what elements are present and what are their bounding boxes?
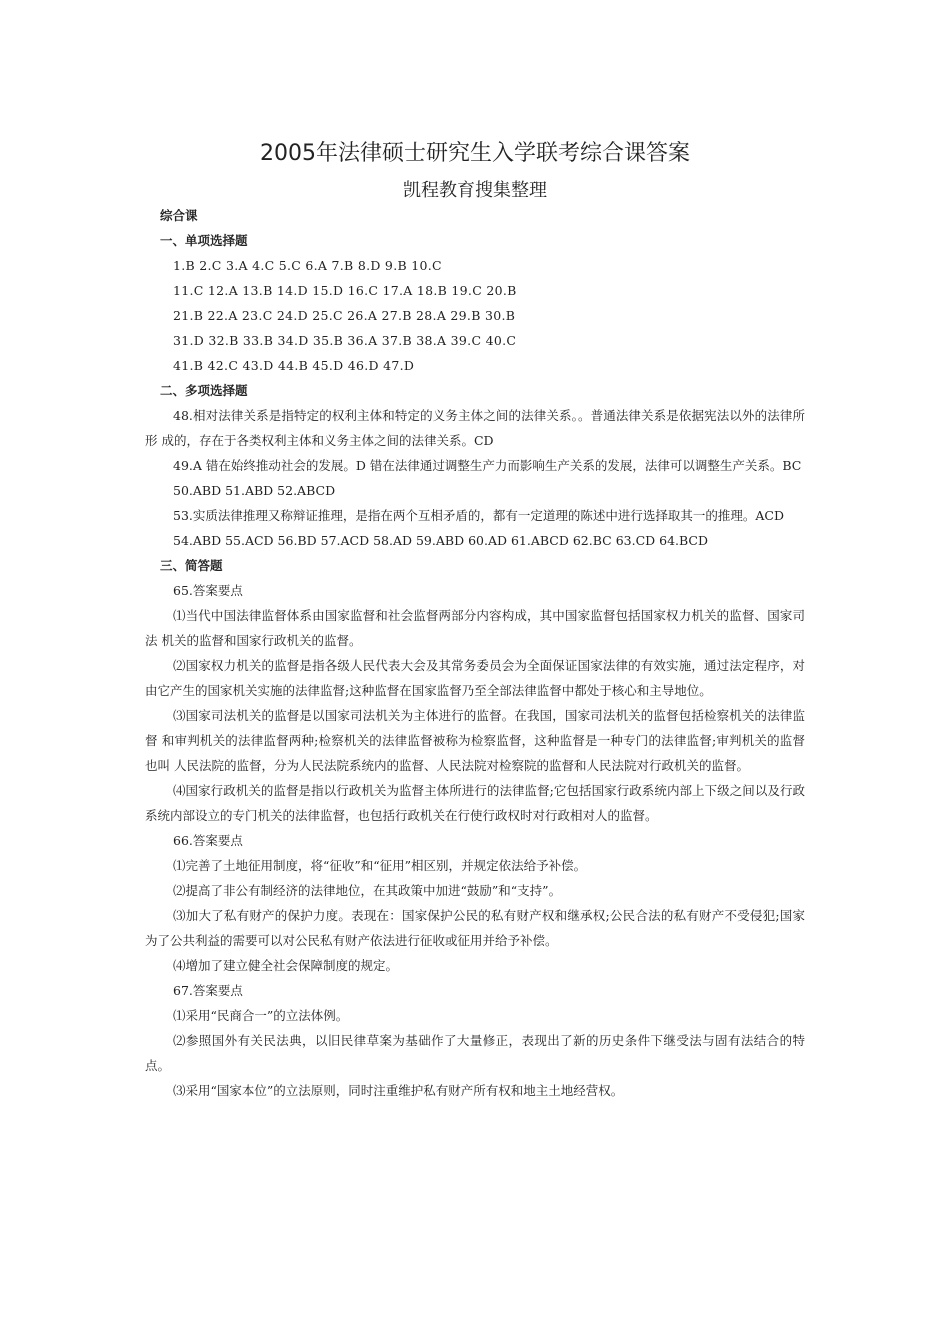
section-heading: 一、单项选择题 [160, 233, 248, 248]
paragraph: ⑷国家行政机关的监督是指以行政机关为监督主体所进行的法律监督;它包括国家行政系统内部上下级之间以及行政 系统内部设立的专门机关的法律监督，也包括行政机关在行使行政权时对行政相对人的监督。 [145, 783, 805, 823]
paragraph: 53.实质法律推理又称辩证推理，是指在两个互相矛盾的，都有一定道理的陈述中进行选择取其一的推理。ACD [173, 508, 784, 523]
question-label: 67.答案要点 [173, 983, 243, 998]
answer-row: 21.B 22.A 23.C 24.D 25.C 26.A 27.B 28.A 29.B 30.B [173, 308, 516, 323]
paragraph: ⑶采用“国家本位”的立法原则，同时注重维护私有财产所有权和地主土地经营权。 [173, 1083, 624, 1098]
section-heading: 二、多项选择题 [160, 383, 248, 398]
paragraph: 50.ABD 51.ABD 52.ABCD [173, 483, 336, 498]
answer-row: 41.B 42.C 43.D 44.B 45.D 46.D 47.D [173, 358, 415, 373]
paragraph: 49.A 错在始终推动社会的发展。D 错在法律通过调整生产力而影响生产关系的发展，法律可以调整生产关系。BC [173, 458, 802, 473]
paragraph: ⑴采用“民商合一”的立法体例。 [173, 1008, 349, 1023]
paragraph: ⑶国家司法机关的监督是以国家司法机关为主体进行的监督。在我国，国家司法机关的监督包括检察机关的法律监督 和审判机关的法律监督两种;检察机关的法律监督被称为检察监督，这种监督是一种专门的法律监督;审判机关的监督也叫 人民法院的监督，分为人民法院系统内的监督、人民法院对检察院的监督和人民法院对行政机关的监督。 [145, 708, 805, 773]
answer-row: 1.B 2.C 3.A 4.C 5.C 6.A 7.B 8.D 9.B 10.C [173, 258, 442, 273]
document-subtitle: 凯程教育搜集整理 [403, 180, 547, 201]
paragraph: ⑷增加了建立健全社会保障制度的规定。 [173, 958, 399, 973]
document-body [145, 203, 805, 1103]
paragraph: ⑵提高了非公有制经济的法律地位，在其政策中加进“鼓励”和“支持”。 [173, 883, 562, 898]
paragraph: 54.ABD 55.ACD 56.BD 57.ACD 58.AD 59.ABD 60.AD 61.ABCD 62.BC 63.CD 64.BCD [173, 533, 709, 548]
section-heading: 三、简答题 [160, 558, 223, 573]
paragraph: ⑵参照国外有关民法典，以旧民律草案为基础作了大量修正，表现出了新的历史条件下继受法与固有法结合的特点。 [145, 1033, 805, 1073]
question-label: 66.答案要点 [173, 833, 243, 848]
question-label: 65.答案要点 [173, 583, 243, 598]
paragraph: 48.相对法律关系是指特定的权利主体和特定的义务主体之间的法律关系。。普通法律关系是依据宪法以外的法律所形 成的，存在于各类权利主体和义务主体之间的法律关系。CD [145, 408, 805, 448]
course-heading: 综合课 [160, 208, 198, 223]
answer-row: 31.D 32.B 33.B 34.D 35.B 36.A 37.B 38.A 39.C 40.C [173, 333, 517, 348]
paragraph: ⑴完善了土地征用制度，将“征收”和“征用”相区别，并规定依法给予补偿。 [173, 858, 587, 873]
paragraph: ⑴当代中国法律监督体系由国家监督和社会监督两部分内容构成，其中国家监督包括国家权力机关的监督、国家司法 机关的监督和国家行政机关的监督。 [145, 608, 805, 648]
answer-row: 11.C 12.A 13.B 14.D 15.D 16.C 17.A 18.B 19.C 20.B [173, 283, 517, 298]
paragraph: ⑵国家权力机关的监督是指各级人民代表大会及其常务委员会为全面保证国家法律的有效实施，通过法定程序，对由它产生的国家机关实施的法律监督;这种监督在国家监督乃至全部法律监督中都处于核心和主导地位。 [145, 658, 805, 698]
document-title: 2005年法律硕士研究生入学联考综合课答案 [260, 141, 690, 166]
paragraph: ⑶加大了私有财产的保护力度。表现在：国家保护公民的私有财产权和继承权;公民合法的私有财产不受侵犯;国家 为了公共利益的需要可以对公民私有财产依法进行征收或征用并给予补偿。 [145, 908, 805, 948]
